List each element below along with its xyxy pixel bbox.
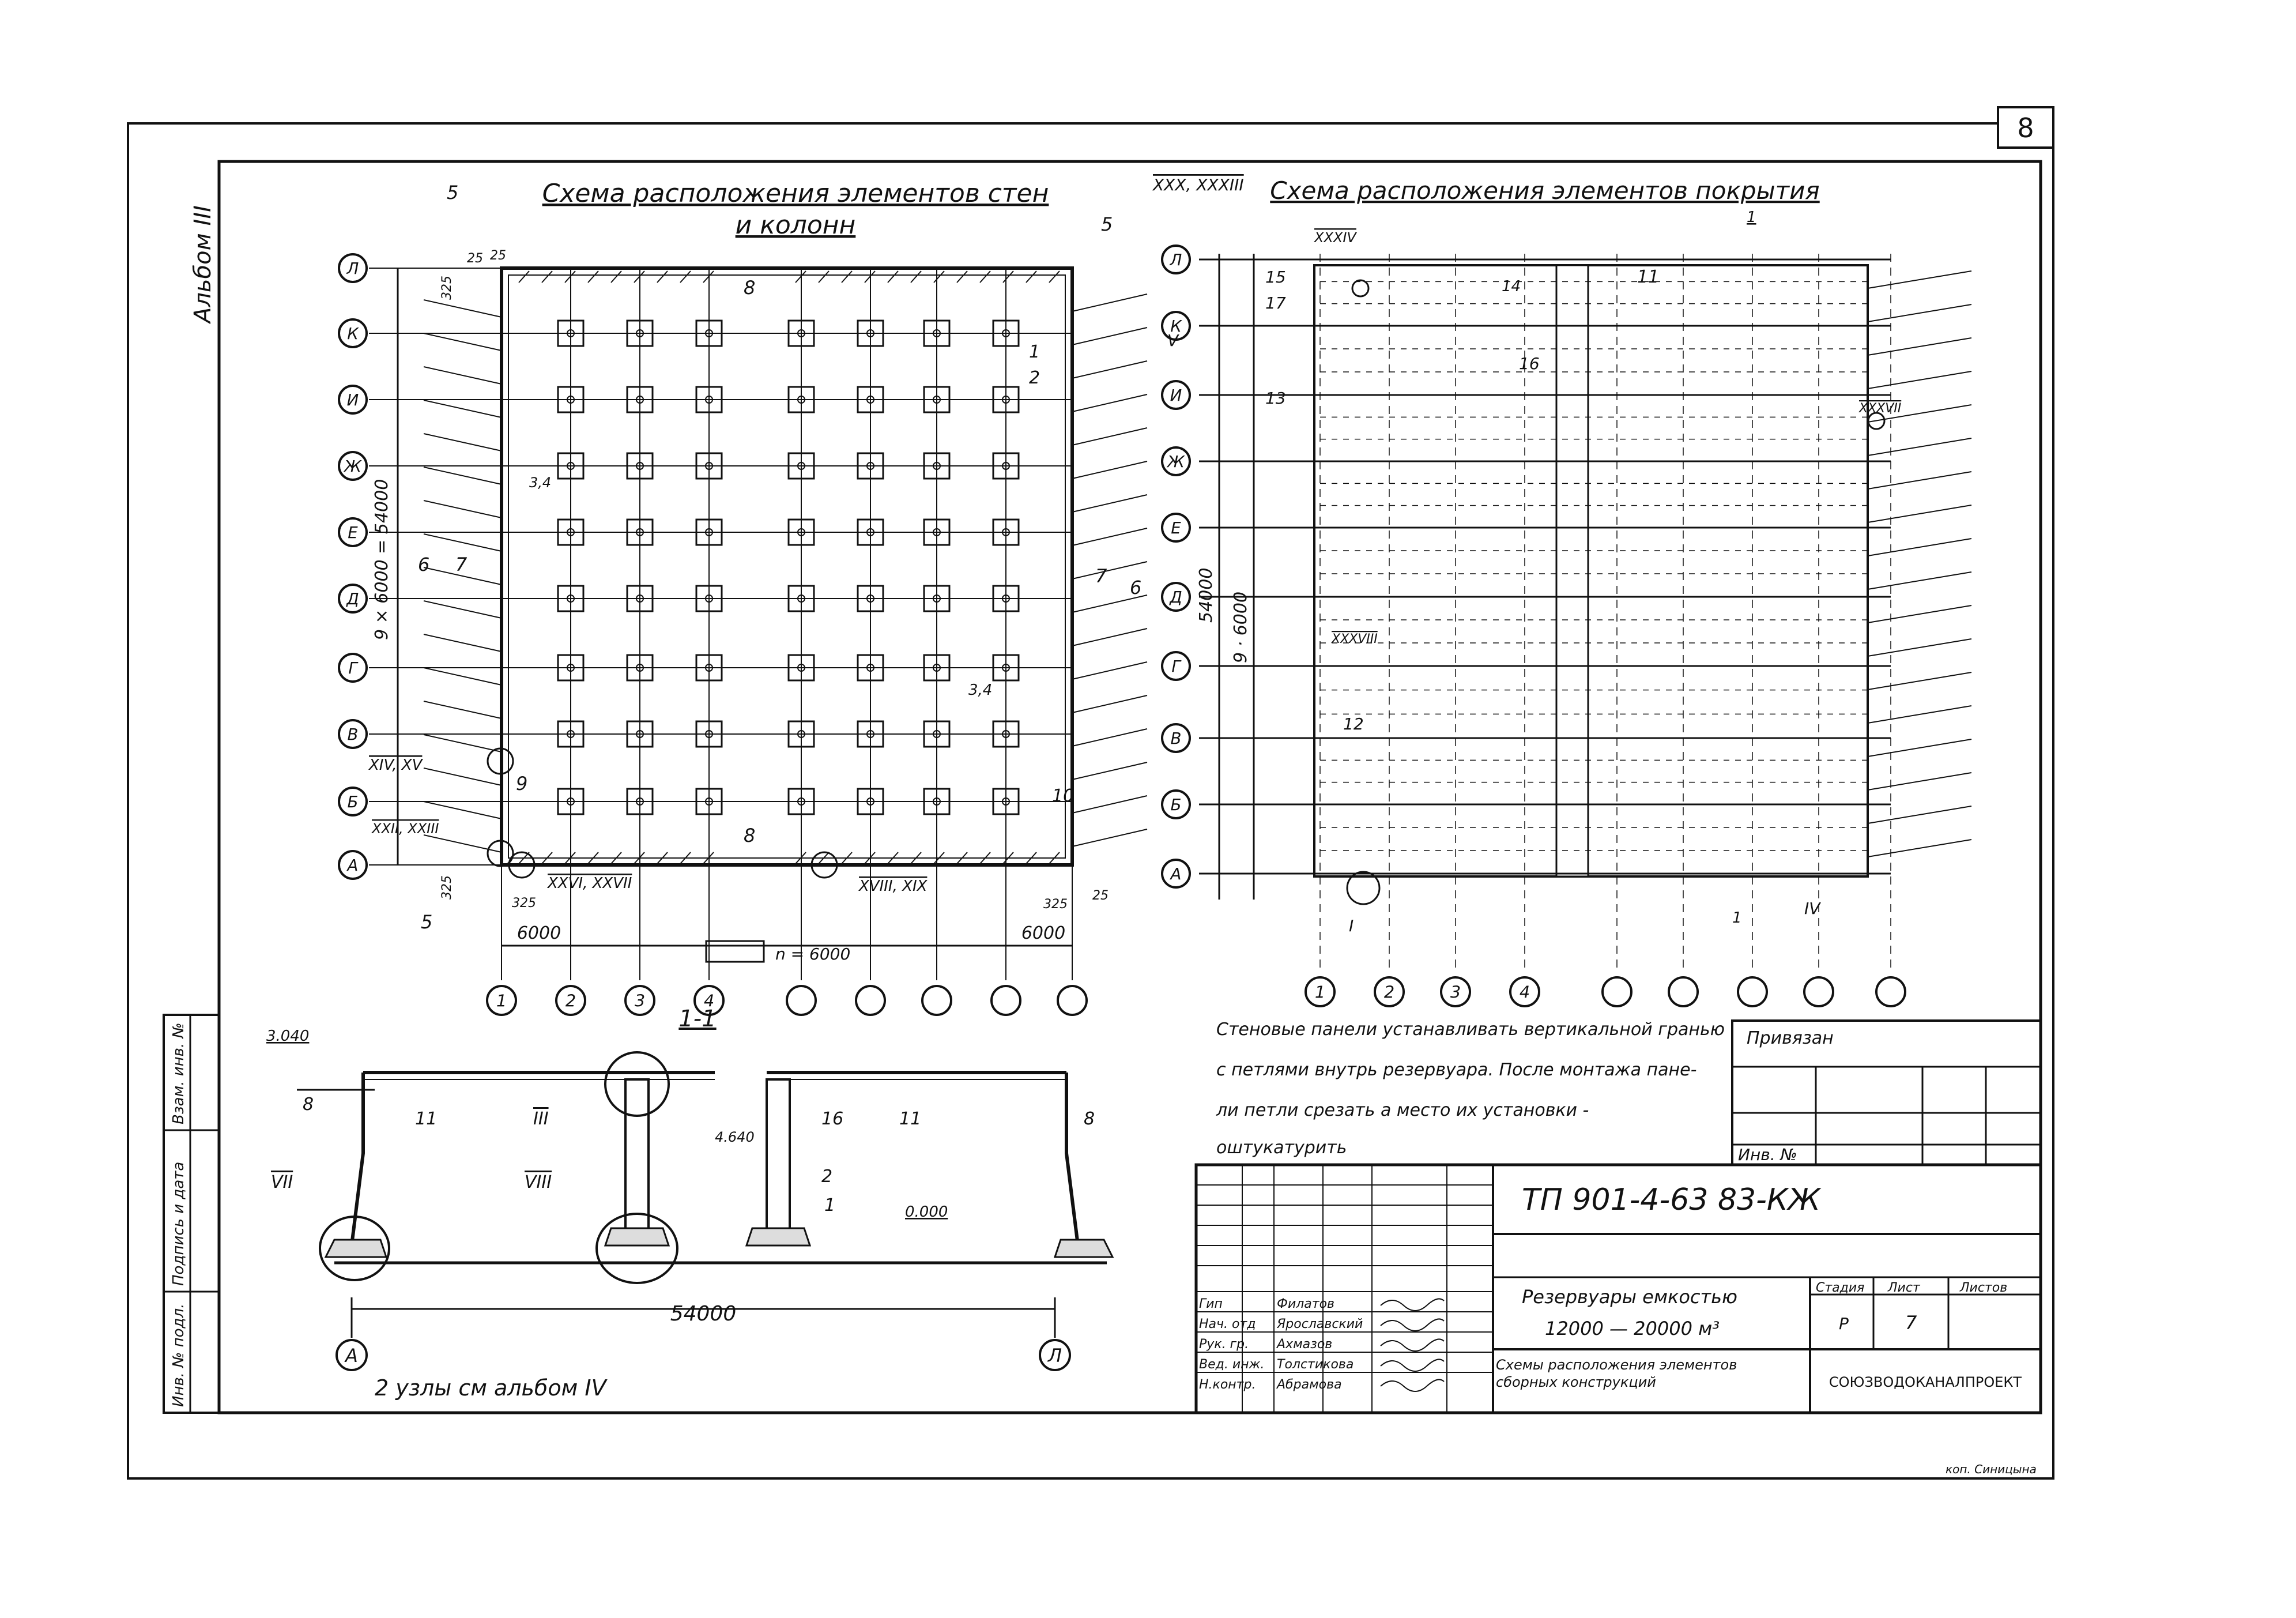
walls-dim-vertical: 9 × 6000 = 54000 — [372, 479, 392, 640]
wall-hatch — [980, 271, 990, 283]
section-elev-mid: 4.640 — [715, 1129, 755, 1145]
roof-leader — [1868, 271, 1971, 288]
roof-leader — [1868, 572, 1971, 589]
wall-hatch — [888, 271, 898, 283]
roof-leader — [1868, 840, 1971, 857]
section-left-wall — [352, 1073, 363, 1246]
walls-row-label: Д — [346, 589, 359, 609]
walls-row-label: И — [346, 390, 359, 410]
wall-hatch — [657, 271, 668, 283]
leader-line — [1072, 695, 1147, 713]
section-mark: III — [533, 1109, 549, 1129]
roof-leader — [1868, 672, 1971, 690]
walls-row-label: К — [347, 324, 359, 344]
signer-role: Рук. гр. — [1199, 1337, 1249, 1352]
roof-central-strip — [1556, 265, 1588, 876]
leader-line — [424, 701, 502, 718]
signature-scribble — [1381, 1339, 1444, 1351]
walls-col-label-circle — [856, 986, 885, 1015]
section-1-1 — [266, 1006, 1113, 1401]
leader-line — [424, 534, 502, 551]
wall-hatch — [934, 271, 944, 283]
leader-line — [424, 300, 502, 317]
node-circle-iii — [605, 1052, 669, 1116]
walls-small-dim: 325 — [440, 276, 454, 300]
roof-row-label: Г — [1171, 657, 1181, 676]
leader-line — [424, 467, 502, 484]
roof-mark: 14 — [1502, 278, 1521, 295]
roof-col-label: 3 — [1450, 982, 1461, 1002]
signature-scribble — [1381, 1359, 1444, 1371]
roof-leader — [1868, 773, 1971, 790]
section-column — [767, 1079, 790, 1229]
walls-mark: 7 — [1095, 565, 1107, 587]
section-elev-top: 3.040 — [266, 1028, 310, 1045]
inner-frame — [219, 161, 2041, 1413]
roof-mark: 17 — [1265, 294, 1286, 313]
signer-name: Ярославский — [1277, 1317, 1363, 1331]
roof-row-label: И — [1170, 386, 1182, 405]
walls-dim-bottom-right: 6000 — [1021, 923, 1066, 943]
note-line: Стеновые панели устанавливать вертикальной гранью — [1216, 1019, 1725, 1040]
walls-col-label: 4 — [703, 991, 715, 1011]
leader-line — [424, 367, 502, 384]
section-mark: 2 — [821, 1167, 833, 1187]
walls-node-ref: XXII, XXIII — [372, 821, 439, 837]
sheet-header: Лист — [1888, 1281, 1920, 1295]
stage-value: Р — [1839, 1314, 1849, 1333]
wall-hatch — [911, 271, 921, 283]
leader-line — [1072, 328, 1147, 345]
leader-line — [1072, 629, 1147, 646]
signer-role: Нач. отд — [1199, 1317, 1256, 1331]
leader-line — [1072, 495, 1147, 512]
wall-hatch — [819, 271, 829, 283]
roof-leader — [1868, 505, 1971, 522]
object-name-2: 12000 — 20000 м³ — [1545, 1318, 1720, 1339]
wall-hatch — [542, 271, 552, 283]
leader-line — [424, 400, 502, 417]
leader-line — [424, 735, 502, 752]
roof-leader — [1868, 371, 1971, 389]
sheet-title-1: Схемы расположения элементов — [1496, 1357, 1737, 1373]
walls-col-label-circle — [922, 986, 951, 1015]
leader-line — [424, 333, 502, 351]
binding-title: Привязан — [1747, 1028, 1834, 1048]
leader-line — [1072, 729, 1147, 746]
roof-mark: 15 — [1265, 268, 1286, 287]
note-line: с петлями внутрь резервуара. После монтажа пане- — [1216, 1060, 1697, 1080]
roof-node-ref: XXX, XXXIII — [1153, 175, 1244, 194]
walls-mark: 5 — [421, 911, 433, 933]
roof-row-label: Д — [1170, 588, 1182, 607]
leader-line — [1072, 428, 1147, 445]
roof-node-ref: XXXVII — [1859, 401, 1902, 416]
walls-row-label: Е — [348, 523, 358, 543]
leader-line — [1072, 528, 1147, 545]
walls-small-dim: 325 — [512, 896, 536, 910]
walls-row-label: А — [347, 856, 359, 875]
sheet-number: 8 — [2017, 112, 2034, 144]
walls-mark: 7 — [455, 554, 468, 575]
roof-node-ref: XXXIV — [1314, 229, 1356, 246]
walls-row-label: Б — [347, 792, 359, 812]
section-right-wall — [1066, 1073, 1078, 1246]
roof-leader — [1868, 472, 1971, 489]
roof-mark: I — [1349, 916, 1354, 935]
walls-col-label-circle — [991, 986, 1020, 1015]
roof-leader — [1868, 438, 1971, 456]
signer-name: Толстикова — [1277, 1357, 1354, 1372]
roof-outline — [1314, 265, 1868, 876]
roof-section-mark: 1 — [1732, 909, 1742, 927]
walls-row-label: Л — [346, 259, 359, 279]
section-title: 1-1 — [678, 1006, 717, 1032]
leader-line — [424, 768, 502, 785]
binding-inv: Инв. № — [1738, 1145, 1797, 1164]
section-mark: VIII — [525, 1172, 552, 1192]
roof-mark: 12 — [1343, 714, 1364, 733]
walls-outline-inner — [508, 275, 1065, 858]
section-mark: 1 — [824, 1195, 836, 1216]
leader-line — [1072, 294, 1147, 311]
wall-hatch — [957, 271, 967, 283]
roof-row-label: Е — [1171, 518, 1181, 538]
walls-mark: 6 — [1130, 577, 1142, 599]
section-mark: VII — [271, 1172, 293, 1192]
walls-mark: 9 — [516, 773, 528, 795]
sheet-value: 7 — [1905, 1312, 1917, 1334]
leader-line — [424, 601, 502, 618]
section-footing — [326, 1240, 386, 1257]
leader-line — [1072, 394, 1147, 412]
leader-line — [424, 835, 502, 852]
roof-mark: IV — [1804, 899, 1820, 918]
roof-leader — [1868, 706, 1971, 723]
walls-small-dim: 325 — [440, 875, 454, 900]
walls-outline — [502, 268, 1075, 865]
section-mark: 11 — [415, 1109, 438, 1129]
roof-section-mark: 1 — [1747, 209, 1756, 226]
leader-line — [1072, 796, 1147, 813]
walls-mark: 2 — [1029, 368, 1040, 388]
roof-col-label-circle — [1669, 977, 1698, 1006]
walls-mark: 5 — [1101, 213, 1113, 235]
roof-mark: 13 — [1265, 389, 1286, 408]
signature-scribble — [1381, 1379, 1444, 1391]
walls-dim-mid: n = 6000 — [775, 945, 851, 964]
roof-node-ref: XXXVIII — [1332, 632, 1378, 646]
roof-plan-title: Схема расположения элементов покрытия — [1270, 176, 1820, 205]
copied-by: коп. Синицына — [1946, 1462, 2037, 1476]
leader-line — [424, 501, 502, 518]
roof-leader — [1868, 539, 1971, 556]
leader-line — [424, 668, 502, 685]
roof-col-label-circle — [1804, 977, 1833, 1006]
roof-elements-plan — [1152, 175, 1971, 1006]
section-footing — [605, 1228, 669, 1246]
leader-line — [1072, 762, 1147, 780]
left-strip-label: Подпись и дата — [170, 1161, 187, 1286]
roof-row-label: Ж — [1167, 452, 1185, 472]
section-mark: 8 — [1084, 1109, 1095, 1129]
signer-role: Н.контр. — [1199, 1378, 1256, 1392]
roof-mark: 16 — [1519, 354, 1540, 373]
section-footing — [747, 1228, 810, 1246]
walls-node-ref: XXVI, XXVII — [548, 875, 632, 892]
node-circle-viii — [597, 1214, 677, 1283]
walls-node-ref: XIV, XV — [369, 757, 423, 774]
walls-col-label-circle — [1058, 986, 1087, 1015]
section-elev-base: 0.000 — [905, 1203, 948, 1221]
section-column — [625, 1079, 649, 1229]
walls-columns-plan — [339, 179, 1147, 1015]
walls-mark: 3,4 — [968, 682, 993, 699]
roof-row-label: К — [1170, 317, 1182, 336]
roof-row-label: А — [1170, 864, 1182, 884]
leader-line — [424, 434, 502, 451]
wall-hatch — [1049, 271, 1060, 283]
roof-mark: V — [1167, 331, 1179, 350]
walls-col-label: 1 — [496, 991, 507, 1011]
wall-hatch — [1026, 271, 1036, 283]
leader-line — [1072, 361, 1147, 378]
signature-scribble — [1381, 1319, 1444, 1331]
walls-mark: 3,4 — [529, 475, 552, 491]
wall-hatch — [1003, 271, 1013, 283]
leader-line — [424, 634, 502, 652]
roof-leader — [1868, 605, 1971, 623]
section-mark: 8 — [303, 1094, 314, 1115]
walls-mark: 1 — [1029, 342, 1040, 362]
leader-line — [424, 802, 502, 819]
walls-dim-mid-box — [706, 941, 764, 962]
leader-line — [1072, 829, 1147, 846]
doc-code: ТП 901-4-63 83-КЖ — [1522, 1183, 1820, 1217]
section-mark: 16 — [821, 1109, 844, 1129]
roof-col-label-circle — [1603, 977, 1631, 1006]
roof-row-label: В — [1170, 729, 1182, 748]
roof-dim-vertical: 9 · 6000 — [1231, 591, 1251, 663]
roof-col-label-circle — [1738, 977, 1767, 1006]
roof-leader — [1868, 739, 1971, 757]
object-name-1: Резервуары емкостью — [1522, 1286, 1737, 1308]
walls-mark: 10 — [1052, 786, 1075, 806]
note-line: оштукатурить — [1216, 1138, 1347, 1158]
signer-name: Филатов — [1277, 1297, 1335, 1311]
walls-small-dim: 25 — [467, 251, 483, 266]
node-circle — [1352, 280, 1368, 296]
walls-col-label-circle — [787, 986, 816, 1015]
signer-name: Ахмазов — [1277, 1337, 1333, 1352]
left-strip-label: Инв. № подл. — [170, 1303, 187, 1407]
walls-small-dim: 25 — [490, 249, 506, 263]
album-label: Альбом III — [190, 205, 216, 323]
roof-dim-total: 54000 — [1196, 567, 1216, 623]
title-block — [1196, 1165, 2041, 1413]
wall-hatch — [611, 271, 621, 283]
section-axis-right: Л — [1047, 1345, 1062, 1367]
signer-role: Вед. инж. — [1199, 1357, 1265, 1372]
walls-mark: 5 — [447, 182, 459, 204]
note-line: ли петли срезать а место их установки - — [1216, 1100, 1589, 1120]
signature-scribble — [1381, 1299, 1444, 1311]
section-mark: 11 — [899, 1109, 922, 1129]
stage-header: Стадия — [1816, 1281, 1865, 1295]
roof-col-label-circle — [1876, 977, 1905, 1006]
walls-row-label: Г — [348, 659, 357, 678]
roof-leader — [1868, 338, 1971, 355]
left-strip-label: Взам. инв. № — [170, 1022, 187, 1124]
roof-col-label: 2 — [1383, 982, 1395, 1002]
walls-row-label: Ж — [344, 457, 361, 476]
roof-leader — [1868, 304, 1971, 322]
walls-col-label: 2 — [565, 991, 576, 1011]
walls-plan-title-2: и колонн — [735, 210, 856, 240]
walls-node-ref: XVIII, XIX — [859, 878, 928, 895]
walls-dim-bottom-left: 6000 — [516, 923, 561, 943]
roof-mark: 11 — [1637, 267, 1660, 287]
walls-plan-title: Схема расположения элементов стен — [542, 179, 1049, 208]
section-axis-left: А — [345, 1345, 358, 1367]
wall-hatch — [519, 271, 529, 283]
section-footing — [1055, 1240, 1113, 1257]
leader-line — [1072, 662, 1147, 679]
wall-hatch — [842, 271, 852, 283]
sheet-title-2: сборных конструкций — [1496, 1374, 1656, 1390]
walls-mark: 8 — [744, 277, 756, 299]
roof-leader — [1868, 806, 1971, 823]
binding-box — [1732, 1021, 2041, 1165]
notes — [1216, 1019, 1725, 1158]
walls-row-label: В — [347, 725, 359, 744]
signer-role: Гип — [1199, 1297, 1223, 1311]
signer-name: Абрамова — [1277, 1378, 1342, 1392]
section-span: 54000 — [670, 1302, 737, 1326]
walls-mark: 6 — [418, 554, 430, 575]
walls-col-label: 3 — [634, 991, 646, 1011]
org-name: СОЮЗВОДОКАНАЛПРОЕКТ — [1828, 1374, 2022, 1390]
section-note: 2 узлы см альбом IV — [375, 1375, 606, 1401]
roof-row-label: Л — [1170, 250, 1182, 270]
wall-hatch — [680, 271, 691, 283]
roof-leader — [1868, 639, 1971, 656]
wall-hatch — [588, 271, 598, 283]
walls-mark: 8 — [744, 825, 756, 846]
walls-small-dim: 325 — [1043, 897, 1068, 912]
roof-col-label: 1 — [1314, 982, 1326, 1002]
leader-line — [1072, 461, 1147, 479]
walls-small-dim: 25 — [1092, 889, 1109, 903]
roof-row-label: Б — [1170, 795, 1182, 815]
sheets-header: Листов — [1960, 1281, 2008, 1295]
roof-col-label: 4 — [1519, 982, 1530, 1002]
